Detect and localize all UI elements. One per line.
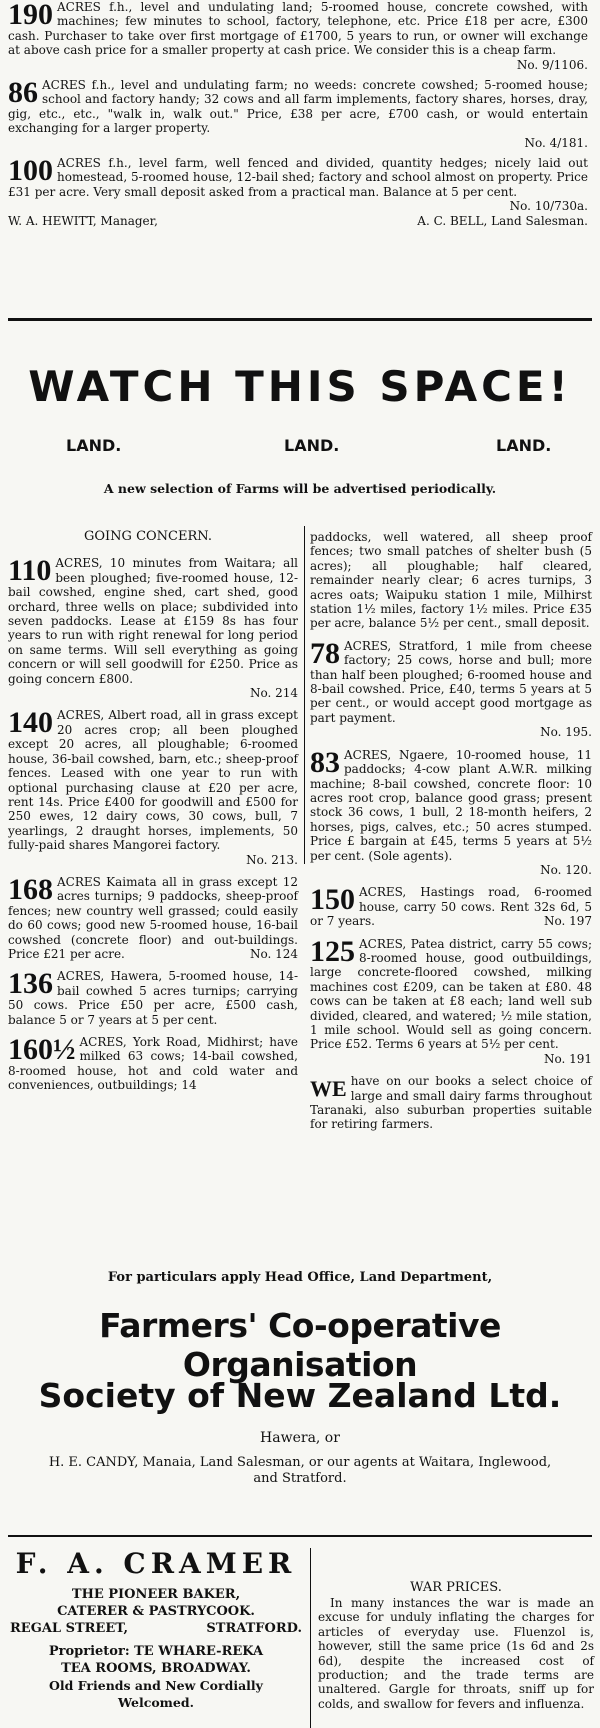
listing-text: ACRES, Albert road, all in grass except 20 acres crop; all been ploughed except 20 acres, all ploughable; 6-roomed house, 36-bail cowshed, barn, etc.; sheep-proof fences. Leased with one year to run with optional purchasing clause at £20 per acre, rent 14s. Price £400 for goodwill and £500 for 250 ewes, 12 dairy cows, 30 cows, bull, 7 yearlings, 2 draught horses, implements, 50 fully-paid shares Mangorei factory.	[8, 708, 298, 853]
listing-ref: No. 197	[543, 914, 592, 929]
listing-ref: No. 4/181.	[524, 135, 588, 150]
land-label: LAND.	[66, 436, 122, 455]
war-prices-title: WAR PRICES.	[410, 1580, 502, 1595]
signature-row	[8, 214, 588, 228]
address-row	[8, 1620, 304, 1637]
listing-text: ACRES, York Road, Midhirst; have milked 63 cows; 14-bail cowshed, 8-roomed house, hot and cold water and conveniences, outbuildings; 14	[8, 1035, 298, 1093]
cramer-line: TEA ROOMS, BROADWAY.	[61, 1661, 251, 1676]
acreage-number: 136	[8, 967, 53, 1001]
acreage-number: 190	[8, 0, 53, 31]
selection-note: A new selection of Farms will be advertised periodically.	[103, 481, 497, 496]
listing-86	[8, 78, 588, 136]
listing-78	[310, 636, 592, 725]
cramer-line: Proprietor: TE WHARE-REKA	[48, 1644, 264, 1659]
right-column	[310, 530, 592, 1132]
manager-name: W. A. HEWITT, Manager,	[8, 213, 158, 228]
acreage-number: 110	[8, 554, 52, 588]
acreage-number: 140	[8, 706, 53, 740]
listing-text: ACRES f.h., level and undulating farm; no weeds: concrete cowshed; 5-roomed house; school and factory handy; 32 cows and all farm implements, factory shares, horses, dray, gig, etc., etc., "walk in, walk out." Price, £38 per acre, £700 cash, or would entertain exchanging for a larger property.	[8, 78, 588, 136]
listing-140	[8, 708, 298, 852]
agents-line: H. E. CANDY, Manaia, Land Salesman, or our agents at Waitara, Inglewood, and Stratford.	[48, 1455, 552, 1486]
listing-text: ACRES, Stratford, 1 mile from cheese factory; 25 cows, horse and bull; more than half been ploughed; 6-roomed house and 8-bail cowshed. Price, £40, terms 5 years at 5 per cent., or would accept good mortgage as part payment.	[310, 638, 592, 725]
listing-text: ACRES f.h., level and undulating land; 5-roomed house, concrete cowshed, with machines; few minutes to school, factory, telephone, etc. Price £18 per acre, £300 cash. Purchaser to take over first mortgage of £1700, 5 years to run, or owner will exchange at above cash price for a smaller property at cash price. We consider this is a cheap farm.	[8, 0, 588, 58]
section-heading: GOING CONCERN.	[84, 529, 212, 544]
listing-150	[310, 885, 592, 928]
cramer-line: THE PIONEER BAKER,	[71, 1587, 241, 1602]
salesman-name: A. C. BELL, Land Salesman.	[417, 213, 588, 228]
listing-ref: No. 214	[249, 686, 298, 701]
divider	[8, 318, 592, 321]
books-note	[310, 1074, 592, 1132]
cramer-line: Old Friends and New Cordially Welcomed.	[49, 1678, 263, 1710]
organisation-name-2: Society of New Zealand Ltd.	[38, 1376, 562, 1415]
listing-136	[8, 969, 298, 1027]
war-prices-text: In many instances the war is made an excuse for unduly inflating the charges for articles of everyday use. Fluenzol is, however, still the same price (1s 6d and 2s 6d), despite the increased cost of production; and the trade terms are unaltered. Gargle for throats, sniff up for colds, and swallow for fevers and influenza.	[318, 1596, 594, 1711]
acreage-number: 150	[310, 883, 355, 917]
page-title: WATCH THIS SPACE!	[28, 362, 572, 411]
listing-text: ACRES, Patea district, carry 55 cows; 8-roomed house, good outbuildings, large concrete-floored cowshed, milking machines cost £209, can be taken at £80. 48 cows can be taken at £8 each; land well sub divided, cleared, and watered; ½ mile station, 1 mile school. Would sell as going concern. Price £52. Terms 6 years at 5½ per cent.	[310, 936, 592, 1052]
acreage-number: 78	[310, 636, 340, 670]
listing-ref: No. 9/1106.	[516, 57, 588, 72]
acreage-number: 160½	[8, 1033, 76, 1066]
drop-cap: WE	[310, 1076, 347, 1102]
business-name: F. A. CRAMER	[15, 1547, 297, 1580]
apply-line: For particulars apply Head Office, Land Department,	[107, 1270, 493, 1285]
left-column	[8, 530, 298, 1093]
listing-text: ACRES, Hawera, 5-roomed house, 14-bail cowhed 5 acres turnips; carrying 50 cows. Price £50 per acre, £500 cash, balance 5 or 7 years at 5 per cent.	[8, 969, 298, 1027]
listing-text: ACRES, 10 minutes from Waitara; all been ploughed; five-roomed house, 12-bail cowshed, engine shed, cart shed, good orchard, three wells on place; subdivided into seven paddocks. Lease at £159 8s has four years to run with right renewal for long period on same terms. Will sell everything as going concern or will sell goodwill for £250. Price as going concern £800.	[8, 556, 298, 686]
acreage-number: 125	[310, 934, 355, 968]
hawera-line: Hawera, or	[260, 1430, 340, 1446]
top-listings	[8, 0, 588, 228]
land-label: LAND.	[496, 436, 552, 455]
listing-text: ACRES f.h., level farm, well fenced and divided, quantity hedges; nicely laid out homestead, 5-roomed house, 12-bail shed; factory and school almost on property. Price £31 per acre. Very small deposit asked from a practical man. Balance at 5 per cent.	[8, 156, 588, 199]
land-label: LAND.	[284, 436, 340, 455]
street-name: REGAL STREET,	[10, 1621, 129, 1636]
acreage-number: 83	[310, 745, 340, 779]
listing-text: ACRES, Ngaere, 10-roomed house, 11 paddocks; 4-cow plant A.W.R. milking machine; 8-bail cowshed, concrete floor: 10 acres root crop, balance good grass; present stock 36 cows, 1 bull, 2 18-month heifers, 2 horses, pigs, calves, etc.; 50 acres stumped. Price £ bargain at £45, terms 5 years at 5½ per cent. (Sole agents).	[310, 747, 592, 863]
town-name: STRATFORD.	[206, 1621, 302, 1636]
listing-83	[310, 745, 592, 863]
listing-ref: No. 191	[543, 1051, 592, 1066]
acreage-number: 168	[8, 872, 53, 906]
column-divider	[304, 526, 305, 864]
listing-ref: No. 124	[249, 946, 298, 961]
listing-125	[310, 934, 592, 1052]
cramer-line: CATERER & PASTRYCOOK.	[57, 1604, 255, 1619]
listing-text: ACRES Kaimata all in grass except 12 acres turnips; 9 paddocks, sheep-proof fences; new country well grassed; could easily do 60 cows; good new 5-roomed house, 16-bail cowshed (concrete floor) and out-buildings. Price £21 per acre.	[8, 874, 298, 961]
organisation-name: Farmers' Co-operative Organisation	[99, 1306, 501, 1384]
war-prices-ad	[318, 1580, 594, 1711]
listing-text: have on our books a select choice of large and small dairy farms throughout Taranaki, also suburban properties suitable for retiring farmers.	[310, 1074, 592, 1132]
listing-ref: No. 213.	[246, 852, 298, 867]
listing-continued: paddocks, well watered, all sheep proof fences; two small patches of shelter bush (5 acres); all ploughable; half cleared, remainder nearly clear; 6 acres turnips, 3 acres oats; Waipuku station 1 mile, Milhirst station 1½ miles, factory 1½ miles. Price £35 per acre, balance 5½ per cent., small deposit.	[310, 530, 592, 631]
listing-110	[8, 556, 298, 686]
divider	[8, 1535, 592, 1537]
listing-ref: No. 195.	[540, 725, 592, 740]
listing-160	[8, 1035, 298, 1093]
acreage-number: 100	[8, 154, 53, 188]
land-row	[0, 436, 600, 456]
listing-text: ACRES, Hastings road, 6-roomed house, carry 50 cows. Rent 32s 6d, 5 or 7 years.	[310, 885, 592, 929]
listing-ref: No. 120.	[540, 862, 592, 877]
listing-168	[8, 872, 298, 961]
listing-100	[8, 156, 588, 199]
column-divider	[310, 1548, 311, 1728]
listing-190	[8, 0, 588, 58]
cramer-ad	[8, 1548, 304, 1711]
acreage-number: 86	[8, 76, 38, 110]
listing-ref: No. 10/730a.	[509, 199, 588, 214]
